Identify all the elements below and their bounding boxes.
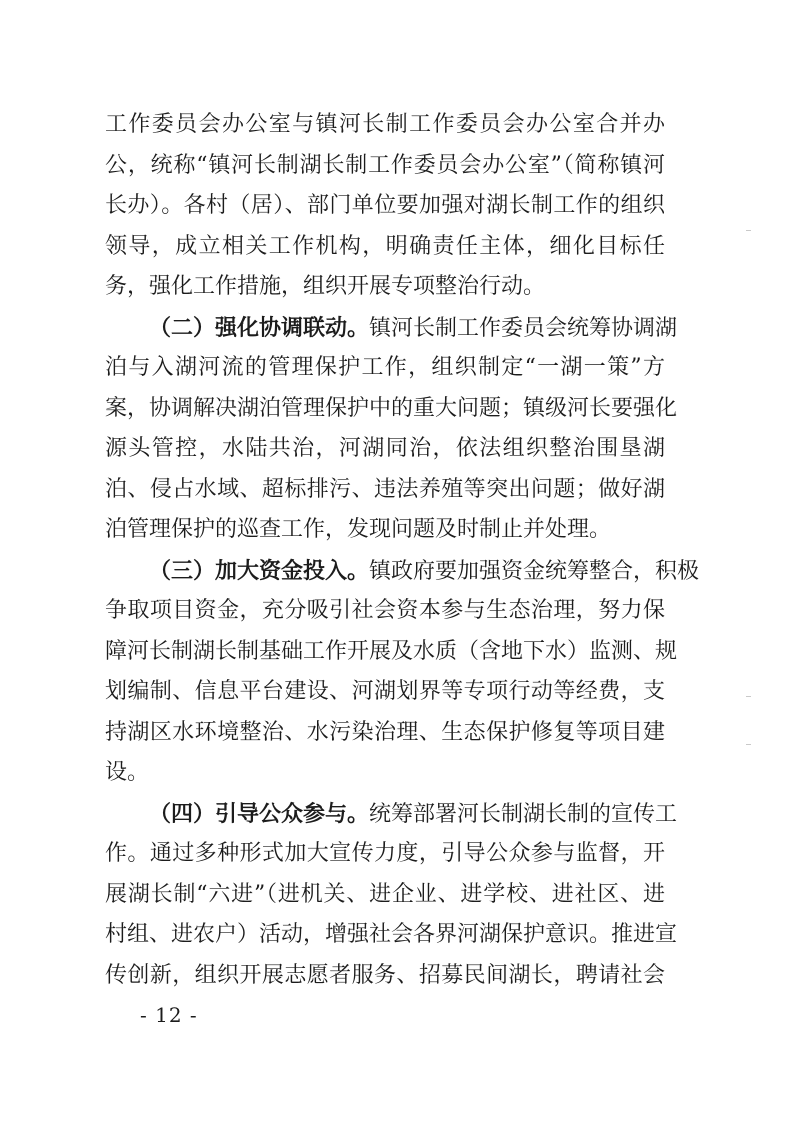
body-line <box>105 713 665 753</box>
body-line <box>105 227 665 267</box>
body-line <box>105 632 678 672</box>
body-line <box>105 389 678 429</box>
section-heading: （三）加大资金投入。 <box>149 557 370 584</box>
line-text: 务，强化工作措施，组织开展专项整治行动。 <box>105 274 546 299</box>
margin-tick-mark <box>746 230 751 231</box>
body-line <box>105 429 665 469</box>
body-line <box>105 470 665 510</box>
margin-tick-mark <box>746 696 751 697</box>
body-line <box>105 267 665 307</box>
body-line <box>105 875 665 915</box>
line-text: 工作委员会办公室与镇河长制工作委员会办公室合并办 <box>105 112 665 137</box>
line-text: 公，统称“镇河长制湖长制工作委员会办公室”（简称镇河 <box>105 152 665 178</box>
line-text: 统筹部署河长制湖长制的宣传工 <box>369 801 678 827</box>
section-heading-line <box>149 794 678 834</box>
body-line <box>105 956 665 996</box>
line-text: 案，协调解决湖泊管理保护中的重大问题；镇级河长要强化 <box>105 395 678 421</box>
line-text: 持湖区水环境整治、水污染治理、生态保护修复等项目建 <box>105 719 665 745</box>
section-heading-line <box>149 308 678 348</box>
body-line <box>105 591 665 631</box>
line-text: 泊、侵占水域、超标排污、违法养殖等突出问题；做好湖 <box>105 476 665 502</box>
body-line <box>105 105 665 145</box>
line-text: 村组、进农户）活动，增强社会各界河湖保护意识。推进宣 <box>105 922 678 947</box>
line-text: 长办）。各村（居）、部门单位要加强对湖长制工作的组织 <box>105 193 665 218</box>
line-text: 争取项目资金，充分吸引社会资本参与生态治理，努力保 <box>105 598 665 623</box>
body-line <box>105 186 665 226</box>
body-line <box>105 753 665 793</box>
line-text: 展湖长制“六进”（进机关、进企业、进学校、进社区、进 <box>105 881 665 907</box>
line-text: 镇政府要加强资金统筹整合，积极 <box>369 558 700 584</box>
line-text: 泊管理保护的巡查工作，发现问题及时制止并处理。 <box>105 517 612 542</box>
body-line <box>105 672 665 712</box>
body-line <box>105 915 678 955</box>
section-heading: （二）强化协调联动。 <box>149 314 370 341</box>
page-number: - 12 - <box>140 1003 198 1027</box>
line-text: 障河长制湖长制基础工作开展及水质（含地下水）监测、规 <box>105 638 678 664</box>
line-text: 划编制、信息平台建设、河湖划界等专项行动等经费，支 <box>105 679 665 704</box>
line-text: 传创新，组织开展志愿者服务、招募民间湖长，聘请社会 <box>105 962 665 988</box>
margin-tick-mark <box>746 744 751 745</box>
line-text: 作。通过多种形式加大宣传力度，引导公众参与监督，开 <box>105 841 665 866</box>
line-text: 泊与入湖河流的管理保护工作，组织制定“一湖一策”方 <box>105 355 665 380</box>
body-line <box>105 348 665 388</box>
body-line <box>105 510 665 550</box>
section-heading-line <box>149 551 700 591</box>
section-heading: （四）引导公众参与。 <box>149 800 370 827</box>
line-text: 源头管控，水陆共治，河湖同治，依法组织整治围垦湖 <box>105 436 665 461</box>
line-text: 领导，成立相关工作机构，明确责任主体，细化目标任 <box>105 233 665 259</box>
body-line <box>105 146 665 186</box>
body-line <box>105 834 665 874</box>
line-text: 镇河长制工作委员会统筹协调湖 <box>369 315 678 341</box>
line-text: 设。 <box>105 760 150 785</box>
